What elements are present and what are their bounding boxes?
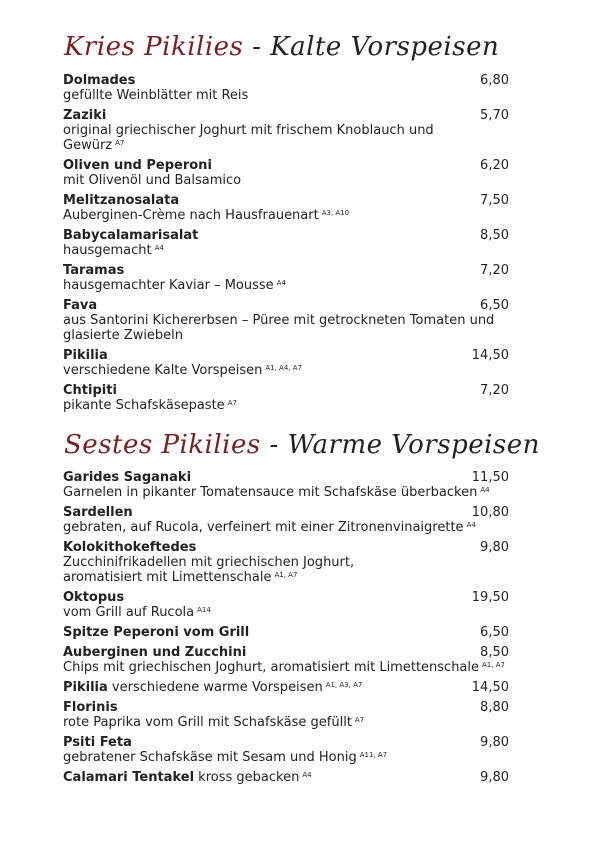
allergen-codes: A4: [466, 521, 476, 529]
item-description: mit Olivenöl und Balsamico: [63, 173, 242, 188]
item-name: Melitzanosalata: [63, 193, 180, 208]
item-name: Sardellen: [63, 505, 133, 520]
item-name: Pikilia: [63, 348, 108, 363]
item-description: Garnelen in pikanter Tomatensauce mit Schafskäse überbacken $^{A4}$: [63, 485, 490, 500]
item-description: gebratener Schafskäse mit Sesam und Honig $^{A11, A7}$: [63, 750, 388, 765]
menu-item-kolokithokeftedes: [63, 540, 509, 585]
item-price: 7,20: [480, 383, 509, 398]
item-name: Dolmades: [63, 73, 136, 88]
menu-list-cold: [63, 73, 509, 413]
allergen-codes: A4: [154, 244, 164, 252]
item-price: 10,80: [471, 505, 509, 520]
item-description: gebraten, auf Rucola, verfeinert mit einer Zitronenvinaigrette $^{A4}$: [63, 520, 476, 535]
menu-item-pikilia-cold: [63, 348, 509, 378]
item-description: verschiedene warme Vorspeisen $^{A1, A3, A7}$: [111, 680, 363, 695]
item-name: Florinis: [63, 700, 118, 715]
item-name: Garides Saganaki: [63, 470, 192, 485]
menu-item-taramas: [63, 263, 509, 293]
item-price: 8,50: [480, 228, 509, 243]
allergen-codes: A11, A7: [359, 751, 388, 759]
section-title-german: Kalte Vorspeisen: [270, 32, 500, 62]
item-name: Kolokithokeftedes: [63, 540, 197, 555]
item-name: Auberginen und Zucchini: [63, 645, 247, 660]
menu-item-dolmades: [63, 73, 509, 103]
menu-item-zaziki: [63, 108, 509, 153]
menu-item-psiti-feta: [63, 735, 509, 765]
item-description: verschiedene Kalte Vorspeisen $^{A1, A4, A7}$: [63, 363, 302, 378]
menu-item-fava: [63, 298, 509, 343]
allergen-codes: A1, A7: [482, 661, 505, 669]
section-title-greek: Kries Pikilies: [64, 32, 244, 62]
item-price: 6,20: [480, 158, 509, 173]
item-name: Chtipiti: [63, 383, 117, 398]
section-title-cold: [64, 32, 499, 62]
item-price: 9,80: [480, 540, 509, 555]
item-name: Fava: [63, 298, 98, 313]
section-title-separator: -: [243, 32, 271, 62]
allergen-codes: A1, A7: [274, 571, 298, 579]
item-description: Chips mit griechischen Joghurt, aromatisiert mit Limettenschale $^{A1, A7}$: [63, 660, 505, 675]
allergen-codes: A3, A10: [321, 209, 350, 217]
menu-list-warm: [63, 470, 509, 785]
item-description: aus Santorini Kichererbsen – Püree mit getrockneten Tomaten und glasierte Zwiebeln: [63, 313, 495, 343]
section-title-greek: Sestes Pikilies: [64, 430, 261, 460]
section-title-german: Warme Vorspeisen: [287, 430, 540, 460]
allergen-codes: A1, A3, A7: [325, 681, 363, 689]
item-description: Zucchinifrikadellen mit griechischen Joghurt, aromatisiert mit Limettenschale $^{A1, A7}$: [63, 555, 355, 585]
allergen-codes: A7: [354, 716, 365, 724]
item-price: 14,50: [471, 348, 509, 363]
allergen-codes: A14: [197, 606, 211, 614]
item-price: 6,50: [480, 298, 509, 313]
menu-item-melitzanosalata: [63, 193, 509, 223]
item-price: 6,80: [480, 73, 509, 88]
item-description: pikante Schafskäsepaste $^{A7}$: [63, 398, 237, 413]
item-price: 7,50: [480, 193, 509, 208]
allergen-codes: A4: [302, 771, 312, 779]
item-name: Oktopus: [63, 590, 125, 605]
menu-item-oliven-peperoni: [63, 158, 509, 188]
section-title-warm: [64, 430, 540, 460]
allergen-codes: A7: [115, 139, 125, 147]
item-description: gefüllte Weinblätter mit Reis: [63, 88, 249, 103]
item-price: 6,50: [480, 625, 509, 640]
item-description: rote Paprika vom Grill mit Schafskäse gefüllt $^{A7}$: [63, 715, 365, 730]
item-price: 11,50: [471, 470, 509, 485]
allergen-codes: A1, A4, A7: [265, 364, 302, 372]
item-name: Oliven und Peperoni: [63, 158, 212, 173]
item-name: Babycalamarisalat: [63, 228, 199, 243]
menu-item-garides-saganaki: [63, 470, 509, 500]
item-price: 7,20: [480, 263, 509, 278]
item-name: Taramas: [63, 263, 125, 278]
item-description: original griechischer Joghurt mit frischem Knoblauch und Gewürz $^{A7}$: [63, 123, 434, 153]
item-name: Psiti Feta: [63, 735, 132, 750]
item-price: 9,80: [480, 735, 509, 750]
item-name: Zaziki: [63, 108, 107, 123]
item-price: 19,50: [471, 590, 509, 605]
menu-item-auberginen-zucchini: [63, 645, 509, 675]
item-description: hausgemacht $^{A4}$: [63, 243, 164, 258]
section-title-separator: -: [260, 430, 288, 460]
item-price: 14,50: [471, 680, 509, 695]
menu-item-babycalamarisalat: [63, 228, 509, 258]
menu-item-sardellen: [63, 505, 509, 535]
menu-item-pikilia-warm: [63, 680, 509, 695]
item-name: Spitze Peperoni vom Grill: [63, 625, 250, 640]
item-price: 9,80: [480, 770, 509, 785]
item-price: 8,50: [480, 645, 509, 660]
item-description: Auberginen-Crème nach Hausfrauenart $^{A3, A10}$: [63, 208, 350, 223]
item-price: 8,80: [480, 700, 509, 715]
item-name: Pikilia: [63, 680, 108, 695]
item-description: vom Grill auf Rucola $^{A14}$: [63, 605, 211, 620]
item-description: hausgemachter Kaviar – Mousse $^{A4}$: [63, 278, 286, 293]
item-name: Calamari Tentakel: [63, 770, 195, 785]
allergen-codes: A7: [227, 399, 237, 407]
menu-item-calamari-tentakel: [63, 770, 509, 785]
menu-item-spitze-peperoni: [63, 625, 509, 640]
allergen-codes: A4: [480, 486, 490, 494]
allergen-codes: A4: [276, 279, 286, 287]
menu-item-florinis: [63, 700, 509, 730]
item-price: 5,70: [480, 108, 509, 123]
item-description: kross gebacken $^{A4}$: [198, 770, 312, 785]
menu-item-chtipiti: [63, 383, 509, 413]
menu-item-oktopus: [63, 590, 509, 620]
